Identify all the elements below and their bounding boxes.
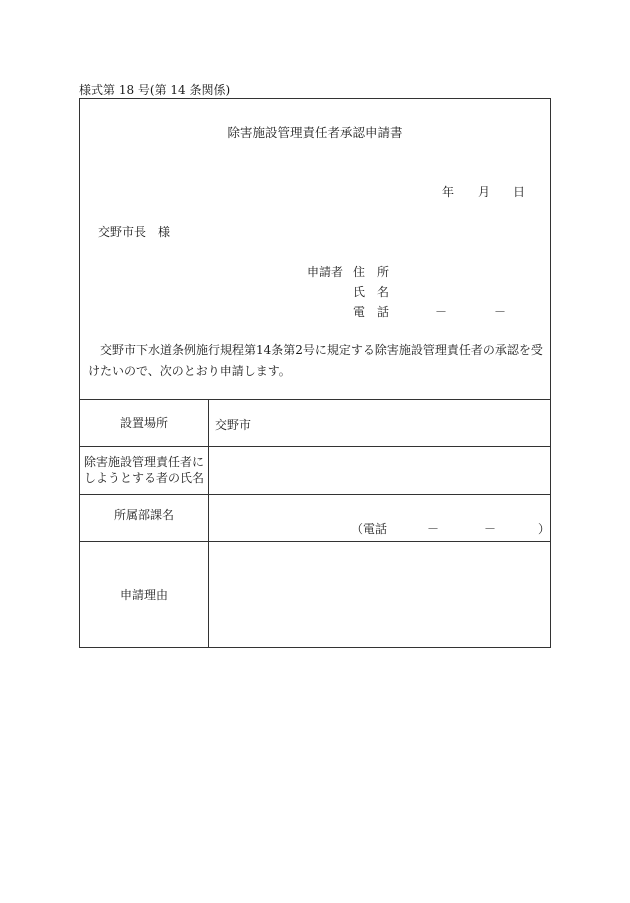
applicant-address-label: 住 所: [353, 265, 390, 279]
application-statement: 交野市下水道条例施行規程第14条第2号に規定する除害施設管理責任者の承認を受けたいので、次のとおり申請します。: [88, 343, 543, 378]
applicant-phone-dash-1: －: [435, 305, 448, 319]
form-number: 様式第 18 号(第 14 条関係): [79, 83, 231, 97]
manager-name-label-line-2: しようとする者の氏名: [83, 471, 204, 485]
application-form: [79, 98, 551, 648]
manager-name-label-line-1: 除害施設管理責任者に: [83, 455, 204, 469]
location-label: 設置場所: [119, 415, 168, 430]
applicant-role-label: 申請者: [307, 265, 344, 279]
department-label: 所属部課名: [113, 508, 174, 522]
applicant-name-label: 氏 名: [353, 285, 390, 299]
applicant-phone-label: 電 話: [353, 305, 390, 319]
applicant-phone-dash-2: －: [494, 305, 507, 319]
table-row-divider-2: [80, 494, 550, 495]
form-title: 除害施設管理責任者承認申請書: [227, 125, 403, 140]
department-phone-close: ）: [538, 522, 551, 536]
location-value: 交野市: [215, 418, 252, 432]
reason-label: 申請理由: [119, 588, 168, 602]
table-column-divider: [208, 399, 209, 647]
date-day-label: 日: [513, 185, 526, 199]
department-phone-dash-2: －: [484, 522, 497, 536]
department-phone-dash-1: －: [427, 522, 440, 536]
date-year-label: 年: [442, 185, 455, 199]
addressee: 交野市長 様: [98, 225, 171, 239]
manager-name-label: [80, 446, 208, 494]
department-phone-open: （電話: [351, 522, 388, 536]
date-month-label: 月: [478, 185, 491, 199]
